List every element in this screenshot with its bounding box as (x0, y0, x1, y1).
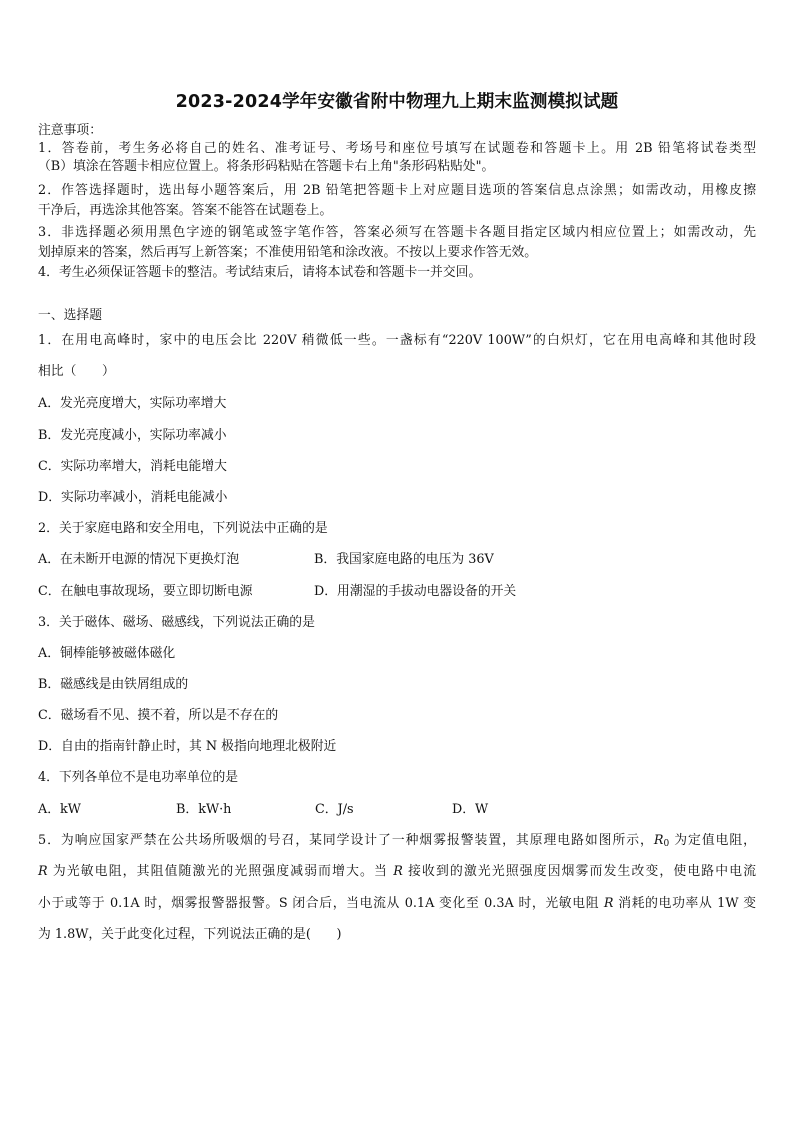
q3-option-d: D．自由的指南针静止时，其 N 极指向地理北极附近 (38, 739, 337, 754)
q1-option-b: B．发光亮度减小，实际功率减小 (38, 428, 227, 443)
q2-stem: 2．关于家庭电路和安全用电，下列说法中正确的是 (38, 521, 328, 536)
q5-text: 消耗的电功率从 1W 变 (613, 896, 756, 911)
r0-symbol: R (653, 833, 664, 848)
q3-option-a: A．铜棒能够被磁体磁化 (38, 646, 176, 661)
notice-item-4: 4．考生必须保证答题卡的整洁。考试结束后，请将本试卷和答题卡一并交回。 (38, 265, 482, 280)
q2-option-c: C．在触电事故现场，要立即切断电源 (38, 584, 253, 599)
q5-text: 5．为响应国家严禁在公共场所吸烟的号召，某同学设计了一种烟雾报警装置，其原理电路如图所示， (38, 833, 654, 848)
r-symbol: R (603, 896, 614, 911)
notice-item-1-line-2: （B）填涂在答题卡相应位置上。将条形码粘贴在答题卡右上角"条形码粘贴处"。 (38, 159, 495, 174)
q2-option-d: D．用潮湿的手拔动电器设备的开关 (314, 584, 517, 599)
q1-stem-line-2: 相比（ ） (38, 364, 115, 379)
q4-option-d: D．W (452, 802, 489, 817)
q3-option-b: B．磁感线是由铁屑组成的 (38, 677, 189, 692)
page-title: 2023-2024学年安徽省附中物理九上期末监测模拟试题 (175, 92, 619, 112)
section-heading: 一、选择题 (38, 308, 102, 323)
q5-stem-line-1 (38, 833, 756, 852)
q5-stem-line-4: 为 1.8W，关于此变化过程，下列说法正确的是( ) (38, 927, 342, 942)
notice-item-2-line-1: 2．作答选择题时，选出每小题答案后，用 2B 铅笔把答题卡上对应题目选项的答案信息点涂黑；如需改动，用橡皮擦 (38, 183, 756, 198)
q3-option-c: C．磁场看不见、摸不着，所以是不存在的 (38, 708, 279, 723)
notice-item-3-line-2: 划掉原来的答案，然后再写上新答案；不准使用铅笔和涂改液。不按以上要求作答无效。 (38, 245, 538, 260)
notice-item-1-line-1: 1．答卷前，考生务必将自己的姓名、准考证号、考场号和座位号填写在试题卷和答题卡上。用 2B 铅笔将试卷类型 (38, 141, 756, 156)
q4-option-c: C．J/s (315, 802, 354, 817)
q1-option-c: C．实际功率增大，消耗电能增大 (38, 459, 227, 474)
r-symbol: R (38, 864, 48, 879)
q3-stem: 3．关于磁体、磁场、磁感线，下列说法正确的是 (38, 615, 315, 630)
q1-stem-line-1: 1．在用电高峰时，家中的电压会比 220V 稍微低一些。一盏标有“220V 100W”的白炽灯，它在用电高峰和其他时段 (38, 333, 756, 348)
q2-option-a: A．在未断开电源的情况下更换灯泡 (38, 552, 240, 567)
q4-stem: 4．下列各单位不是电功率单位的是 (38, 770, 239, 785)
q5-text: 小于或等于 0.1A 时，烟雾报警器报警。S 闭合后，当电流从 0.1A 变化至 0.3A 时，光敏电阻 (38, 896, 604, 911)
r-symbol: R (393, 864, 403, 879)
q5-stem-line-2 (38, 864, 756, 880)
q1-option-d: D．实际功率减小，消耗电能减小 (38, 490, 228, 505)
r0-subscript: 0 (663, 839, 670, 849)
q1-option-a: A．发光亮度增大，实际功率增大 (38, 396, 227, 411)
q5-stem-line-3 (38, 896, 756, 912)
q2-option-b: B．我国家庭电路的电压为 36V (314, 552, 494, 567)
q5-text: 为光敏电阻，其阻值随激光的光照强度减弱而增大。当 (47, 864, 394, 879)
q5-text: 为定值电阻， (669, 833, 756, 848)
notice-item-2-line-2: 干净后，再选涂其他答案。答案不能答在试题卷上。 (38, 203, 333, 218)
q5-text: 接收到的激光光照强度因烟雾而发生改变，使电路中电流 (402, 864, 756, 879)
notice-item-3-line-1: 3．非选择题必须用黑色字迹的钢笔或签字笔作答，答案必须写在答题卡各题目指定区域内相应位置上；如需改动，先 (38, 225, 756, 240)
q4-option-b: B．kW·h (176, 802, 232, 817)
q4-option-a: A．kW (38, 802, 81, 817)
notice-heading: 注意事项： (38, 123, 102, 138)
